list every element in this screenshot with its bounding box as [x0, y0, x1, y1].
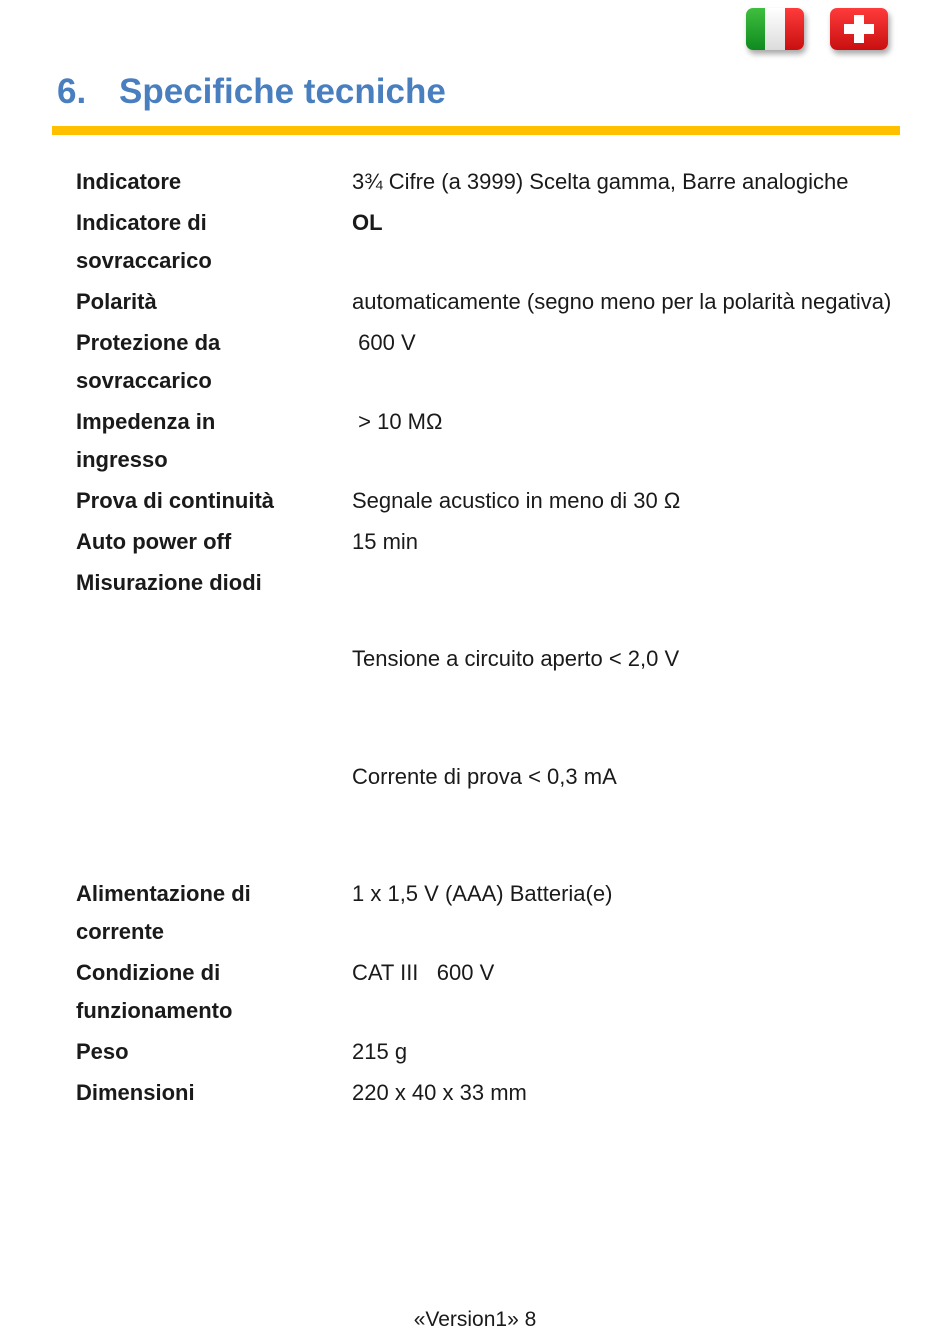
italy-flag-icon [746, 8, 804, 50]
spec-row [76, 204, 896, 280]
spec-row [76, 324, 896, 400]
spec-value: 600 V [352, 330, 416, 355]
spec-table [76, 163, 896, 1115]
section-heading [57, 72, 446, 112]
spec-label: Peso [76, 1039, 129, 1064]
spec-label: Protezione da sovraccarico [76, 330, 221, 393]
page-footer: «Version1» 8 [413, 1308, 537, 1331]
spec-label: Condizione di funzionamento [76, 960, 233, 1023]
spec-value: > 10 MΩ [352, 409, 443, 434]
spec-value: 215 g [352, 1039, 408, 1064]
switzerland-flag-icon [830, 8, 888, 50]
spec-value: 220 x 40 x 33 mm [352, 1080, 527, 1105]
spec-label: Alimentazione di corrente [76, 881, 251, 944]
spec-value: OL [352, 210, 383, 235]
spec-value: 15 min [352, 529, 419, 554]
spec-row [76, 403, 896, 479]
spec-label: Indicatore [76, 169, 182, 194]
spec-row [76, 1074, 896, 1112]
spec-row [76, 564, 896, 872]
spec-label: Impedenza in ingresso [76, 409, 216, 472]
spec-label: Dimensioni [76, 1080, 195, 1105]
spec-value: 3¾ Cifre (a 3999) Scelta gamma, Barre analogiche [352, 169, 849, 194]
spec-label: Auto power off [76, 529, 232, 554]
spec-value: 1 x 1,5 V (AAA) Batteria(e) [352, 881, 613, 906]
section-number: 6. [57, 72, 87, 111]
spec-row [76, 1033, 896, 1071]
spec-row [76, 163, 896, 201]
spec-row [76, 523, 896, 561]
spec-row [76, 954, 896, 1030]
section-title: Specifiche tecniche [119, 72, 446, 111]
spec-row [76, 482, 896, 520]
spec-row [76, 875, 896, 951]
spec-label: Polarità [76, 289, 157, 314]
spec-value: Segnale acustico in meno di 30 Ω [352, 488, 681, 513]
spec-value: Tensione a circuito aperto < 2,0 V Corrente di prova < 0,3 mA [352, 646, 680, 789]
heading-divider [52, 126, 900, 135]
flags [746, 8, 888, 50]
spec-label: Misurazione diodi [76, 570, 262, 595]
spec-row [76, 283, 896, 321]
spec-value: automaticamente (segno meno per la polarità negativa) [352, 289, 892, 314]
spec-value: CAT III 600 V [352, 960, 495, 985]
spec-label: Prova di continuità [76, 488, 275, 513]
spec-label: Indicatore di sovraccarico [76, 210, 212, 273]
